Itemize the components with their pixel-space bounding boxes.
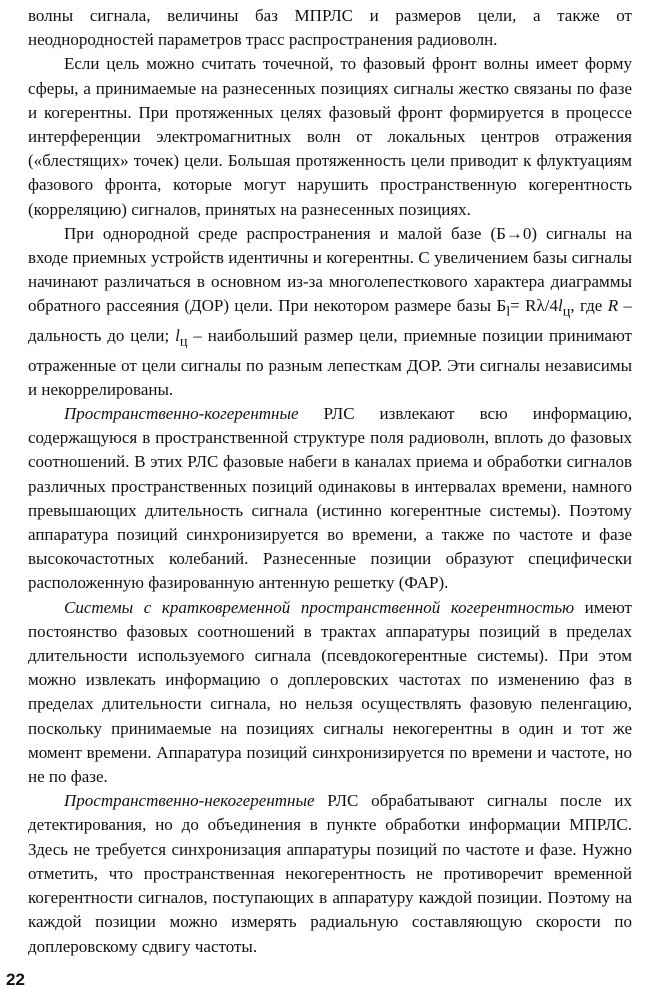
term-italic: Системы с кратковременной пространственной когерентностью — [64, 597, 575, 617]
term-italic: Пространственно-некогерентные — [64, 791, 315, 811]
formula-symbol: l — [558, 296, 563, 316]
paragraph-text: При однородной среде распространения и малой базе (Б→0) сигналы на входе приемных устройств идентичны и когерентны. С увеличением базы сигналы начинают различаться в основном из-за многолепесткового характера диаграммы обратного рассеяния (ДОР) цели. При некотором размере базы Б — [28, 223, 632, 316]
formula-part: /4 — [544, 296, 558, 316]
paragraph-continuation — [28, 4, 632, 52]
paragraph-coherent — [28, 402, 632, 596]
paragraph-text: волны сигнала, величины баз МПРЛС и размеров цели, а также от неоднородностей параметров трасс распространения радиоволн. — [28, 6, 632, 50]
paragraph-text: имеют постоянство фазовых соотношений в трактах аппаратуры позиций в пределах длительности используемого сигнала (псевдокогерентные системы). При этом можно извлекать информацию о доплеровских частотах по изменению фаз в пределах длительности сигнала, но нельзя осуществлять фазовую пеленгацию, поскольку принимаемые на позициях сигналы некогерентны в один и тот же момент времени. Аппаратура позиций синхронизируется по времени и частоте, но не по фазе. — [28, 597, 632, 787]
term-italic: Пространственно-когерентные — [64, 404, 299, 424]
paragraph-noncoherent — [28, 789, 632, 958]
paragraph-point-target — [28, 52, 632, 221]
subscript: ц — [562, 303, 571, 320]
subscript: ц — [179, 333, 188, 350]
formula-symbol: R — [607, 296, 619, 316]
formula-symbol: l — [175, 326, 180, 346]
page-number: 22 — [6, 970, 25, 989]
paragraph-text: – наибольший размер цели, приемные позиции принимают отраженные от цели сигналы по разным лепесткам ДОР. Эти сигналы независимы и некоррелированы. — [28, 326, 632, 399]
paragraph-text: РЛС извлекают всю информацию, содержащуюся в пространственной структуре поля радиоволн, вплоть до фазовых соотношений. В этих РЛС фазовые набеги в каналах приема и обработки сигналов различных пространственных позиций одинаковы в интервалах времени, намного превышающих длительность сигнала (истинно когерентные системы). Поэтому аппаратура позиций синхронизируется во времени, а также по частоте и фазе высокочастотных колебаний. Разнесенные позиции образуют специфически расположенную фазированную антенную решетку (ФАР). — [28, 404, 632, 593]
formula-part: = R — [510, 296, 537, 316]
formula-part: , где — [570, 296, 608, 316]
paragraph-base-size — [28, 222, 632, 402]
formula-lambda: λ — [536, 296, 545, 316]
subscript: l — [506, 303, 511, 320]
formula-part: – дальность до цели; — [28, 296, 632, 346]
paragraph-text: Если цель можно считать точечной, то фазовый фронт волны имеет форму сферы, а принимаемые на разнесенных позициях сигналы жестко связаны по фазе и когерентны. При протяженных целях фазовый фронт формируется в процессе интерференции электромагнитных волн от локальных центров отражения («блестящих» точек) цели. Большая протяженность цели приводит к флуктуациям фазового фронта, которые могут нарушить пространственную когерентность (корреляцию) сигналов, принятых на разнесенных позициях. — [28, 54, 632, 219]
paragraph-short-coherence — [28, 596, 632, 790]
body-text — [28, 4, 632, 959]
paragraph-text: РЛС обрабатывают сигналы после их детектирования, но до объединения в пункте обработки информации МПРЛС. Здесь не требуется синхронизация аппаратуры позиций по частоте и фазе. Нужно отметить, что пространственная некогерентность не противоречит временной когерентности сигналов, поступающих в аппаратуру каждой позиции. Поэтому на каждой позиции можно измерять радиальную составляющую скорости по доплеровскому сдвигу частоты. — [28, 791, 632, 956]
